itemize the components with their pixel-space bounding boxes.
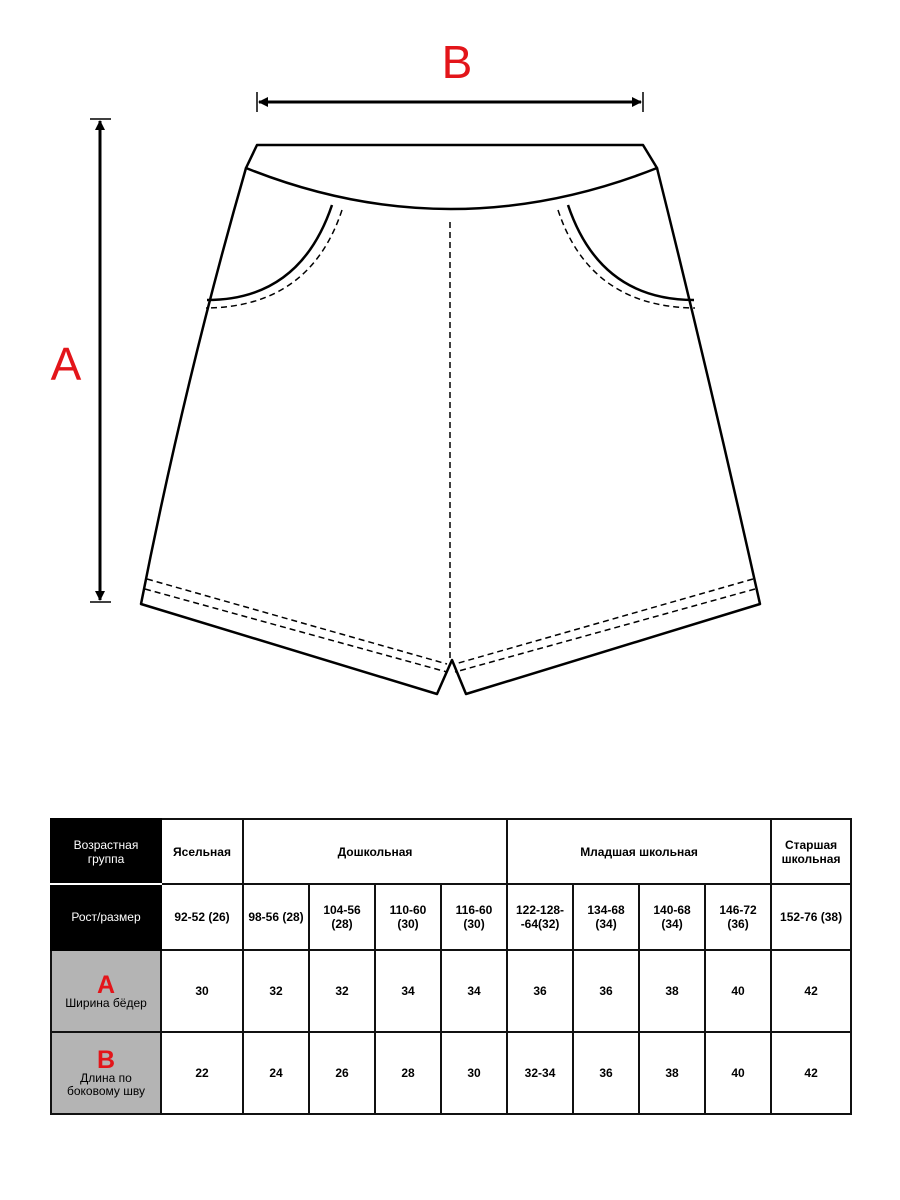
hip-width-value: 34 xyxy=(441,950,507,1032)
size-cell: 146-72 (36) xyxy=(705,884,771,950)
hip-width-value: 32 xyxy=(243,950,309,1032)
side-length-header xyxy=(51,1032,161,1114)
size-cell: 152-76 (38) xyxy=(771,884,851,950)
hip-width-value: 34 xyxy=(375,950,441,1032)
group-nursery: Ясельная xyxy=(161,819,243,884)
hip-width-value: 32 xyxy=(309,950,375,1032)
size-cell: 110-60 (30) xyxy=(375,884,441,950)
hip-width-value: 38 xyxy=(639,950,705,1032)
dimension-a-arrow xyxy=(90,119,111,602)
side-length-value: 38 xyxy=(639,1032,705,1114)
group-junior-school: Младшая школьная xyxy=(507,819,771,884)
hip-width-header xyxy=(51,950,161,1032)
side-length-label: Длина по боковому шву xyxy=(67,1071,145,1098)
group-preschool: Дошкольная xyxy=(243,819,507,884)
size-cell: 104-56 (28) xyxy=(309,884,375,950)
side-length-value: 40 xyxy=(705,1032,771,1114)
hip-width-value: 42 xyxy=(771,950,851,1032)
hip-width-value: 40 xyxy=(705,950,771,1032)
hip-width-label: Ширина бёдер xyxy=(65,995,147,1010)
side-length-value: 30 xyxy=(441,1032,507,1114)
dimension-b-arrow xyxy=(257,92,643,112)
size-chart-table xyxy=(50,818,852,1115)
dimension-a-letter: A xyxy=(50,338,82,390)
hip-width-letter: A xyxy=(96,970,116,999)
size-cell: 140-68 (34) xyxy=(639,884,705,950)
side-length-value: 42 xyxy=(771,1032,851,1114)
size-cell: 98-56 (28) xyxy=(243,884,309,950)
hip-width-value: 30 xyxy=(161,950,243,1032)
age-group-label: Возрастная группа xyxy=(51,819,161,884)
side-length-letter: B xyxy=(96,1046,116,1074)
side-length-value: 28 xyxy=(375,1032,441,1114)
size-label: Рост/размер xyxy=(51,884,161,950)
side-length-value: 36 xyxy=(573,1032,639,1114)
age-group-row xyxy=(51,819,851,884)
side-length-value: 22 xyxy=(161,1032,243,1114)
size-cell: 92-52 (26) xyxy=(161,884,243,950)
dimension-b-letter: B xyxy=(441,36,473,88)
side-length-value: 24 xyxy=(243,1032,309,1114)
side-length-row xyxy=(51,1032,851,1114)
hip-width-value: 36 xyxy=(507,950,573,1032)
side-length-value: 32-34 xyxy=(507,1032,573,1114)
size-row xyxy=(51,884,851,950)
size-cell: 116-60 (30) xyxy=(441,884,507,950)
side-length-value: 26 xyxy=(309,1032,375,1114)
hip-width-row xyxy=(51,950,851,1032)
group-senior-school: Старшая школьная xyxy=(771,819,851,884)
shorts-stitching xyxy=(145,210,755,672)
size-cell: 122-128- -64(32) xyxy=(507,884,573,950)
hip-width-value: 36 xyxy=(573,950,639,1032)
size-cell: 134-68 (34) xyxy=(573,884,639,950)
